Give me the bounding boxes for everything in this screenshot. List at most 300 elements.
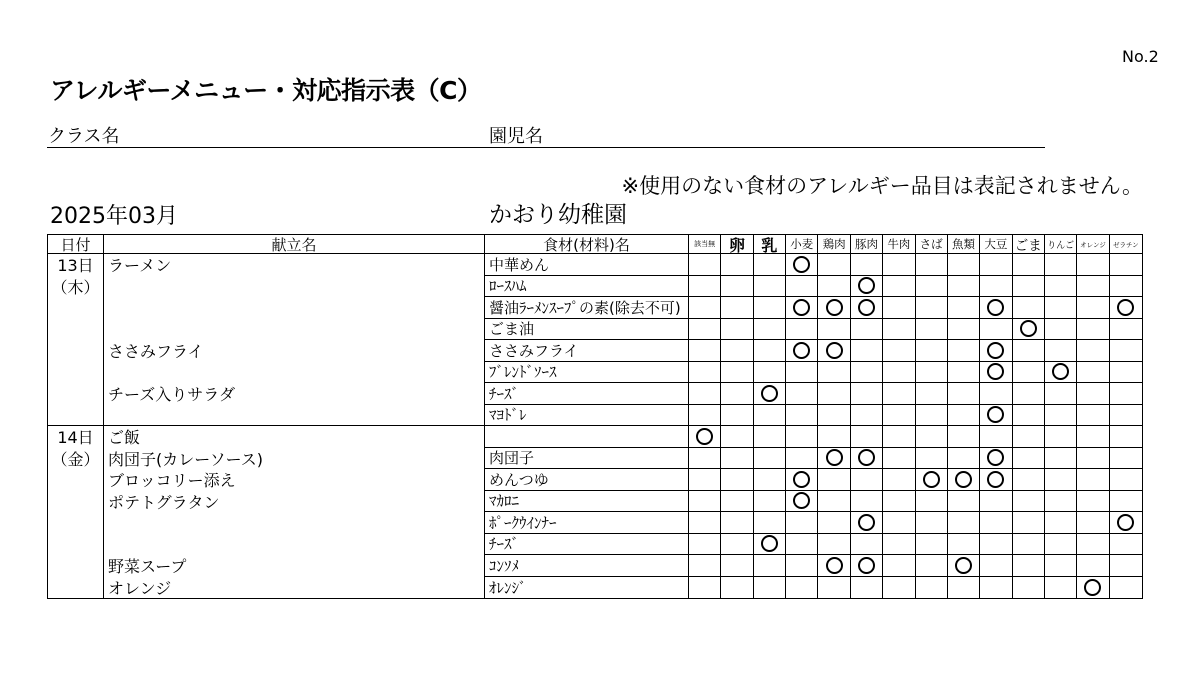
allergen-cell xyxy=(1110,362,1142,384)
allergen-cell xyxy=(980,512,1012,534)
table-header-row xyxy=(48,235,1142,254)
table-row xyxy=(48,534,1142,556)
allergen-cell xyxy=(818,426,850,448)
allergen-cell xyxy=(1013,426,1045,448)
menu-cell xyxy=(104,319,485,341)
allergen-cell xyxy=(883,276,915,298)
table-row xyxy=(48,448,1142,470)
allergen-cell xyxy=(883,512,915,534)
table-row xyxy=(48,276,1142,298)
allergen-cell xyxy=(689,469,721,491)
allergen-cell xyxy=(883,297,915,319)
date-column-header: 日付 xyxy=(48,235,104,254)
allergen-cell xyxy=(883,383,915,405)
allergen-mark-icon xyxy=(923,471,940,488)
allergen-cell xyxy=(916,254,948,276)
allergen-column-header: りんご xyxy=(1045,235,1077,254)
allergen-cell xyxy=(1077,426,1109,448)
allergen-cell xyxy=(1013,319,1045,341)
allergen-cell xyxy=(818,448,850,470)
class-name-label: クラス名 xyxy=(48,126,120,147)
allergen-cell xyxy=(948,534,980,556)
table-row xyxy=(48,426,1142,448)
date-cell xyxy=(48,555,104,577)
table-row xyxy=(48,340,1142,362)
allergen-cell xyxy=(916,577,948,599)
allergen-cell xyxy=(948,340,980,362)
allergen-cell xyxy=(721,448,753,470)
allergen-cell xyxy=(721,254,753,276)
date-cell xyxy=(48,297,104,319)
allergen-cell xyxy=(980,319,1012,341)
allergen-mark-icon xyxy=(826,449,843,466)
allergen-cell xyxy=(1013,448,1045,470)
allergen-cell xyxy=(754,577,786,599)
allergen-cell xyxy=(786,491,818,513)
table-row xyxy=(48,555,1142,577)
allergen-mark-icon xyxy=(987,342,1004,359)
allergen-cell xyxy=(1045,319,1077,341)
allergen-cell xyxy=(1013,254,1045,276)
allergen-cell xyxy=(948,448,980,470)
allergen-cell xyxy=(948,276,980,298)
allergen-cell xyxy=(818,319,850,341)
allergen-cell xyxy=(980,469,1012,491)
allergen-cell xyxy=(851,577,883,599)
allergen-cell xyxy=(883,340,915,362)
allergen-cell xyxy=(786,577,818,599)
date-cell: （木） xyxy=(48,276,104,298)
allergen-cell xyxy=(883,254,915,276)
allergen-cell xyxy=(1045,405,1077,427)
allergen-cell xyxy=(786,254,818,276)
menu-cell xyxy=(104,276,485,298)
allergen-cell xyxy=(1013,577,1045,599)
allergen-cell xyxy=(786,340,818,362)
allergen-cell xyxy=(1110,319,1142,341)
ingredient-cell: ﾌﾞﾚﾝﾄﾞｿｰｽ xyxy=(485,362,689,384)
allergen-cell xyxy=(980,534,1012,556)
allergen-cell xyxy=(786,383,818,405)
ingredient-cell: ﾁｰｽﾞ xyxy=(485,534,689,556)
allergen-mark-icon xyxy=(858,299,875,316)
allergen-cell xyxy=(818,340,850,362)
allergen-cell xyxy=(948,577,980,599)
allergen-column-header: 卵 xyxy=(721,235,753,254)
allergen-cell xyxy=(754,405,786,427)
allergen-cell xyxy=(689,448,721,470)
ingredient-cell: ﾎﾟｰｸｳｲﾝﾅｰ xyxy=(485,512,689,534)
allergen-cell xyxy=(883,426,915,448)
allergen-cell xyxy=(818,469,850,491)
allergen-cell xyxy=(818,512,850,534)
allergen-cell xyxy=(1077,491,1109,513)
allergen-cell xyxy=(916,405,948,427)
allergen-cell xyxy=(980,297,1012,319)
allergen-mark-icon xyxy=(793,299,810,316)
allergen-mark-icon xyxy=(858,514,875,531)
allergen-cell xyxy=(786,555,818,577)
allergen-cell xyxy=(1110,555,1142,577)
allergen-cell xyxy=(851,319,883,341)
allergen-cell xyxy=(1077,276,1109,298)
allergen-cell xyxy=(851,512,883,534)
ingredient-cell xyxy=(485,426,689,448)
allergen-column-header: ゼラチン xyxy=(1110,235,1142,254)
allergen-cell xyxy=(818,555,850,577)
menu-cell: ささみフライ xyxy=(104,340,485,362)
allergen-cell xyxy=(689,405,721,427)
allergen-mark-icon xyxy=(987,406,1004,423)
allergen-cell xyxy=(721,383,753,405)
allergen-cell xyxy=(1045,555,1077,577)
allergen-cell xyxy=(980,362,1012,384)
allergen-cell xyxy=(916,340,948,362)
ingredient-cell: ｵﾚﾝｼﾞ xyxy=(485,577,689,599)
allergen-mark-icon xyxy=(858,449,875,466)
allergen-cell xyxy=(786,297,818,319)
allergen-column-header: 大豆 xyxy=(980,235,1012,254)
allergen-cell xyxy=(1077,319,1109,341)
allergen-column-header: 乳 xyxy=(754,235,786,254)
allergen-cell xyxy=(883,362,915,384)
allergen-column-header: 豚肉 xyxy=(851,235,883,254)
allergen-cell xyxy=(980,555,1012,577)
menu-cell: ご飯 xyxy=(104,426,485,448)
allergen-cell xyxy=(721,534,753,556)
menu-cell: ラーメン xyxy=(104,254,485,276)
ingredient-cell: ｺﾝｿﾒ xyxy=(485,555,689,577)
allergen-cell xyxy=(721,297,753,319)
menu-cell xyxy=(104,534,485,556)
allergen-cell xyxy=(948,512,980,534)
table-row xyxy=(48,405,1142,427)
allergen-cell xyxy=(689,534,721,556)
allergen-cell xyxy=(786,405,818,427)
allergen-cell xyxy=(948,383,980,405)
allergen-cell xyxy=(1077,555,1109,577)
ingredient-column-header: 食材(材料)名 xyxy=(485,235,689,254)
allergen-cell xyxy=(1110,405,1142,427)
name-underline xyxy=(47,147,1045,148)
date-cell xyxy=(48,383,104,405)
allergen-mark-icon xyxy=(858,277,875,294)
allergen-cell xyxy=(851,448,883,470)
allergen-cell xyxy=(1013,534,1045,556)
allergen-cell xyxy=(1110,534,1142,556)
allergen-cell xyxy=(948,254,980,276)
allergen-cell xyxy=(1110,448,1142,470)
allergen-cell xyxy=(948,297,980,319)
date-cell xyxy=(48,577,104,599)
allergen-cell xyxy=(1045,426,1077,448)
allergen-cell xyxy=(786,276,818,298)
allergen-mark-icon xyxy=(761,385,778,402)
allergen-cell xyxy=(916,512,948,534)
allergen-cell xyxy=(916,491,948,513)
allergen-cell xyxy=(851,469,883,491)
ingredient-cell: めんつゆ xyxy=(485,469,689,491)
allergen-cell xyxy=(851,534,883,556)
allergen-cell xyxy=(689,319,721,341)
date-cell xyxy=(48,534,104,556)
allergen-mark-icon xyxy=(696,428,713,445)
allergen-cell xyxy=(689,297,721,319)
allergen-cell xyxy=(851,491,883,513)
allergen-mark-icon xyxy=(793,342,810,359)
allergen-cell xyxy=(980,426,1012,448)
allergen-cell xyxy=(1077,512,1109,534)
allergen-cell xyxy=(916,319,948,341)
allergen-mark-icon xyxy=(987,363,1004,380)
allergen-cell xyxy=(721,512,753,534)
allergen-cell xyxy=(786,512,818,534)
allergen-cell xyxy=(1045,297,1077,319)
allergen-cell xyxy=(818,491,850,513)
allergen-cell xyxy=(1077,448,1109,470)
allergen-cell xyxy=(818,276,850,298)
allergen-cell xyxy=(980,491,1012,513)
allergen-cell xyxy=(948,405,980,427)
menu-cell xyxy=(104,297,485,319)
date-cell: 14日 xyxy=(48,426,104,448)
table-row xyxy=(48,254,1142,276)
allergen-mark-icon xyxy=(987,449,1004,466)
allergen-cell xyxy=(721,577,753,599)
allergen-cell xyxy=(754,469,786,491)
allergen-cell xyxy=(1077,297,1109,319)
allergen-mark-icon xyxy=(793,492,810,509)
allergen-mark-icon xyxy=(793,256,810,273)
allergen-cell xyxy=(1013,512,1045,534)
allergen-cell xyxy=(786,426,818,448)
page-number: No.2 xyxy=(1122,47,1159,66)
allergen-cell xyxy=(980,340,1012,362)
menu-cell: 野菜スープ xyxy=(104,555,485,577)
school-name: かおり幼稚園 xyxy=(489,202,627,228)
allergen-cell xyxy=(1045,469,1077,491)
allergy-menu-table xyxy=(47,234,1143,599)
date-cell xyxy=(48,340,104,362)
allergen-column-header: さば xyxy=(916,235,948,254)
allergen-cell xyxy=(1045,534,1077,556)
child-name-label: 園児名 xyxy=(489,126,543,147)
allergen-cell xyxy=(1013,491,1045,513)
allergen-cell xyxy=(1045,254,1077,276)
allergen-cell xyxy=(1077,534,1109,556)
ingredient-cell: ﾏｶﾛﾆ xyxy=(485,491,689,513)
date-cell xyxy=(48,362,104,384)
allergen-cell xyxy=(1077,340,1109,362)
allergen-cell xyxy=(754,276,786,298)
allergen-cell xyxy=(786,362,818,384)
menu-cell: チーズ入りサラダ xyxy=(104,383,485,405)
table-row xyxy=(48,512,1142,534)
allergen-column-header: オレンジ xyxy=(1077,235,1109,254)
date-cell: （金） xyxy=(48,448,104,470)
allergen-cell xyxy=(689,383,721,405)
allergen-cell xyxy=(980,276,1012,298)
allergen-cell xyxy=(721,362,753,384)
allergen-cell xyxy=(754,426,786,448)
allergen-cell xyxy=(1110,383,1142,405)
allergen-cell xyxy=(916,448,948,470)
allergen-cell xyxy=(916,534,948,556)
allergen-cell xyxy=(754,534,786,556)
allergen-cell xyxy=(948,491,980,513)
allergen-cell xyxy=(1077,577,1109,599)
allergen-cell xyxy=(883,555,915,577)
allergen-cell xyxy=(721,555,753,577)
allergen-column-header: 魚類 xyxy=(948,235,980,254)
allergen-cell xyxy=(818,383,850,405)
allergen-cell xyxy=(1110,297,1142,319)
allergen-cell xyxy=(818,297,850,319)
allergen-cell xyxy=(786,469,818,491)
allergen-cell xyxy=(1110,276,1142,298)
allergen-cell xyxy=(818,405,850,427)
allergen-cell xyxy=(1045,383,1077,405)
allergen-cell xyxy=(1013,362,1045,384)
allergen-cell xyxy=(883,469,915,491)
document-title: アレルギーメニュー・対応指示表（C） xyxy=(50,76,482,105)
allergen-cell xyxy=(1013,276,1045,298)
allergen-cell xyxy=(721,405,753,427)
allergen-cell xyxy=(1045,448,1077,470)
allergen-mark-icon xyxy=(1052,363,1069,380)
menu-cell xyxy=(104,362,485,384)
allergen-cell xyxy=(1045,276,1077,298)
allergen-cell xyxy=(754,555,786,577)
table-row xyxy=(48,469,1142,491)
ingredient-cell: ささみフライ xyxy=(485,340,689,362)
allergen-cell xyxy=(980,254,1012,276)
allergen-cell xyxy=(1013,469,1045,491)
allergen-cell xyxy=(1077,362,1109,384)
allergen-cell xyxy=(689,491,721,513)
allergen-cell xyxy=(818,534,850,556)
allergen-cell xyxy=(818,362,850,384)
allergen-cell xyxy=(1077,405,1109,427)
allergen-column-header: 小麦 xyxy=(786,235,818,254)
allergen-cell xyxy=(689,555,721,577)
allergen-cell xyxy=(1045,491,1077,513)
allergen-cell xyxy=(786,448,818,470)
ingredient-cell: 醤油ﾗｰﾒﾝｽｰﾌﾟの素(除去不可) xyxy=(485,297,689,319)
allergen-cell xyxy=(883,319,915,341)
allergen-mark-icon xyxy=(987,299,1004,316)
date-cell xyxy=(48,319,104,341)
allergen-cell xyxy=(818,577,850,599)
table-row xyxy=(48,297,1142,319)
allergen-cell xyxy=(754,297,786,319)
allergen-cell xyxy=(948,319,980,341)
allergen-cell xyxy=(1045,512,1077,534)
allergen-cell xyxy=(1077,383,1109,405)
allergen-cell xyxy=(1110,577,1142,599)
date-cell xyxy=(48,469,104,491)
menu-cell: ポテトグラタン xyxy=(104,491,485,513)
allergen-cell xyxy=(689,276,721,298)
allergen-cell xyxy=(948,555,980,577)
allergen-mark-icon xyxy=(955,557,972,574)
allergen-cell xyxy=(689,340,721,362)
allergen-cell xyxy=(883,534,915,556)
allergen-cell xyxy=(689,512,721,534)
allergen-mark-icon xyxy=(1117,514,1134,531)
allergen-cell xyxy=(980,448,1012,470)
allergen-column-header: 鶏肉 xyxy=(818,235,850,254)
allergen-cell xyxy=(1013,340,1045,362)
allergen-note: ※使用のない食材のアレルギー品目は表記されません。 xyxy=(621,174,1143,198)
allergen-cell xyxy=(948,362,980,384)
allergen-cell xyxy=(1013,297,1045,319)
allergen-cell xyxy=(721,319,753,341)
allergen-cell xyxy=(1077,254,1109,276)
allergen-cell xyxy=(948,426,980,448)
menu-cell: ブロッコリー添え xyxy=(104,469,485,491)
allergen-cell xyxy=(721,491,753,513)
table-row xyxy=(48,383,1142,405)
menu-cell xyxy=(104,512,485,534)
allergen-cell xyxy=(1110,469,1142,491)
date-cell xyxy=(48,512,104,534)
table-row xyxy=(48,319,1142,341)
allergen-cell xyxy=(754,512,786,534)
menu-cell: オレンジ xyxy=(104,577,485,599)
allergen-mark-icon xyxy=(1020,320,1037,337)
allergen-cell xyxy=(1077,469,1109,491)
allergen-cell xyxy=(689,362,721,384)
allergen-mark-icon xyxy=(955,471,972,488)
allergen-cell xyxy=(851,555,883,577)
allergen-cell xyxy=(916,297,948,319)
allergen-cell xyxy=(916,276,948,298)
ingredient-cell: 中華めん xyxy=(485,254,689,276)
allergen-cell xyxy=(721,426,753,448)
allergen-cell xyxy=(1013,383,1045,405)
allergen-mark-icon xyxy=(826,557,843,574)
allergen-cell xyxy=(754,448,786,470)
ingredient-cell: ﾛｰｽﾊﾑ xyxy=(485,276,689,298)
allergen-cell xyxy=(851,405,883,427)
allergen-cell xyxy=(980,577,1012,599)
ingredient-cell: ﾏﾖﾄﾞﾚ xyxy=(485,405,689,427)
allergen-mark-icon xyxy=(858,557,875,574)
allergen-cell xyxy=(883,491,915,513)
allergen-cell xyxy=(1013,555,1045,577)
table-row xyxy=(48,491,1142,513)
allergen-cell xyxy=(916,362,948,384)
allergen-cell xyxy=(1110,254,1142,276)
ingredient-cell: ごま油 xyxy=(485,319,689,341)
allergen-cell xyxy=(1045,577,1077,599)
allergen-mark-icon xyxy=(826,299,843,316)
allergen-column-header: ごま xyxy=(1013,235,1045,254)
allergen-cell xyxy=(948,469,980,491)
allergen-cell xyxy=(916,383,948,405)
allergen-cell xyxy=(1110,512,1142,534)
allergen-cell xyxy=(851,383,883,405)
allergen-mark-icon xyxy=(1084,579,1101,596)
allergen-cell xyxy=(754,319,786,341)
allergen-cell xyxy=(883,405,915,427)
allergen-cell xyxy=(883,448,915,470)
allergen-cell xyxy=(851,340,883,362)
table-row xyxy=(48,577,1142,599)
allergen-column-header: 該当無 xyxy=(689,235,721,254)
menu-month: 2025年03月 xyxy=(50,204,178,229)
